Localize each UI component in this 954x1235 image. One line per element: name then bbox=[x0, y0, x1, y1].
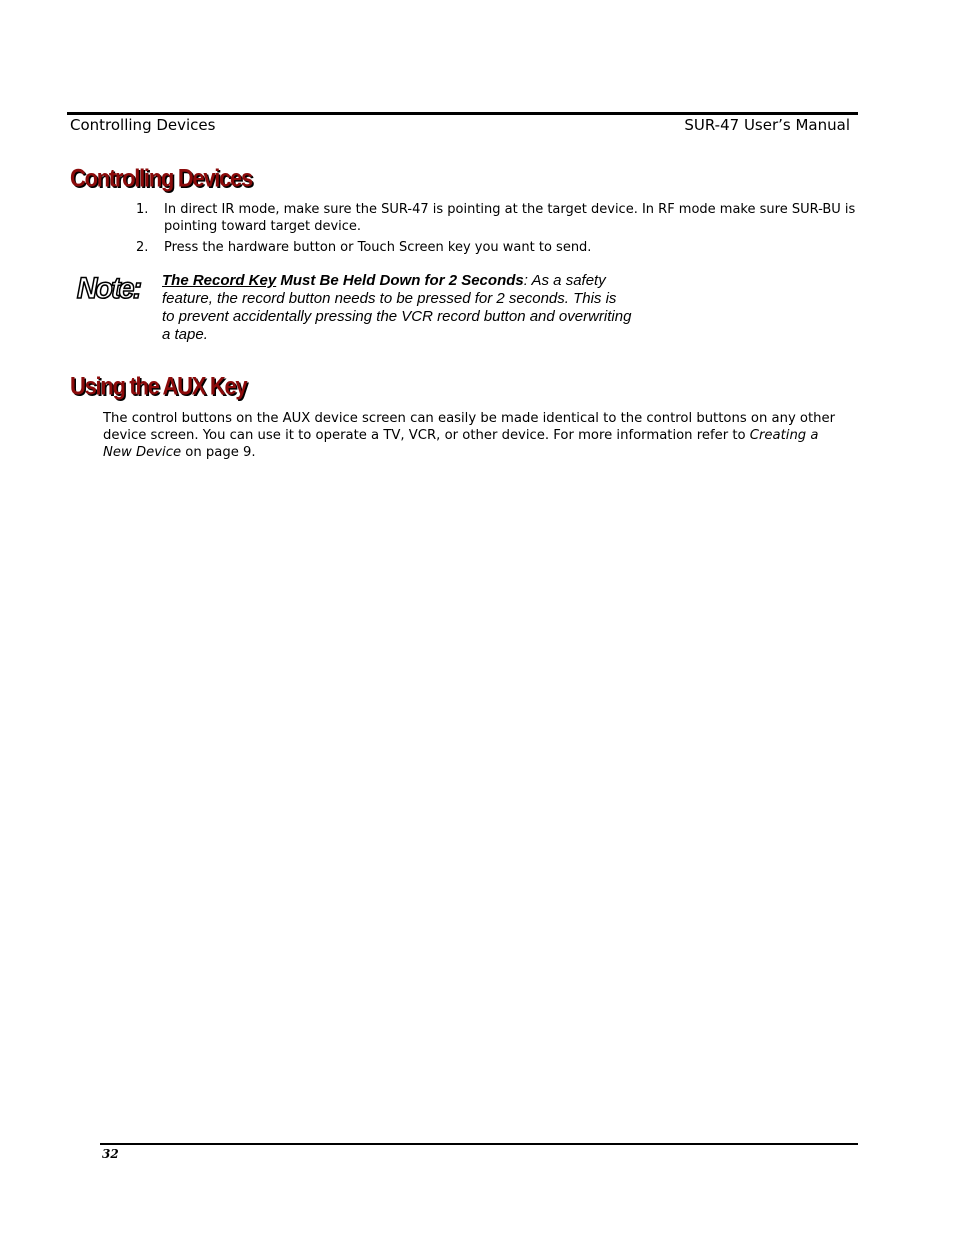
note-icon bbox=[75, 271, 149, 309]
section-title-controlling-devices: Controlling Devices bbox=[70, 164, 252, 192]
page-number: 32 bbox=[102, 1147, 119, 1161]
step-number: 1. bbox=[136, 202, 149, 217]
note-body: : As a safety feature, the record button needs to be pressed for 2 seconds. This is to prevent accidentally pressing the VCR record button and overwriting a tape. bbox=[162, 272, 632, 343]
step-text: In direct IR mode, make sure the SUR-47 is pointing at the target device. In RF mode make sure SUR-BU is pointing toward target device. bbox=[164, 202, 856, 234]
footer-rule bbox=[100, 1143, 858, 1145]
note-lead-bold: Must Be Held Down for 2 Seconds bbox=[276, 272, 524, 289]
running-header-section: Controlling Devices bbox=[70, 116, 216, 134]
note-graphic bbox=[75, 271, 149, 305]
svg-text:Note:: Note: bbox=[76, 272, 141, 305]
header-rule bbox=[67, 112, 858, 115]
steps-list bbox=[136, 202, 858, 262]
aux-paragraph-end: on page 9. bbox=[181, 445, 256, 460]
note-lead-underlined: The Record Key bbox=[162, 272, 277, 289]
cross-reference: Creating a New Device bbox=[103, 428, 819, 460]
list-item bbox=[136, 240, 858, 257]
list-item bbox=[136, 202, 858, 235]
section-title-aux-key: Using the AUX Key bbox=[70, 372, 247, 400]
step-text: Press the hardware button or Touch Screen key you want to send. bbox=[164, 240, 592, 255]
running-header-manual-title: SUR-47 User’s Manual bbox=[684, 116, 850, 134]
note-text bbox=[162, 272, 632, 344]
step-number: 2. bbox=[136, 240, 149, 255]
aux-paragraph bbox=[103, 410, 843, 461]
aux-paragraph-text: The control buttons on the AUX device screen can easily be made identical to the control buttons on any other device screen. You can use it to operate a TV, VCR, or other device. For more information refer to bbox=[103, 411, 836, 443]
